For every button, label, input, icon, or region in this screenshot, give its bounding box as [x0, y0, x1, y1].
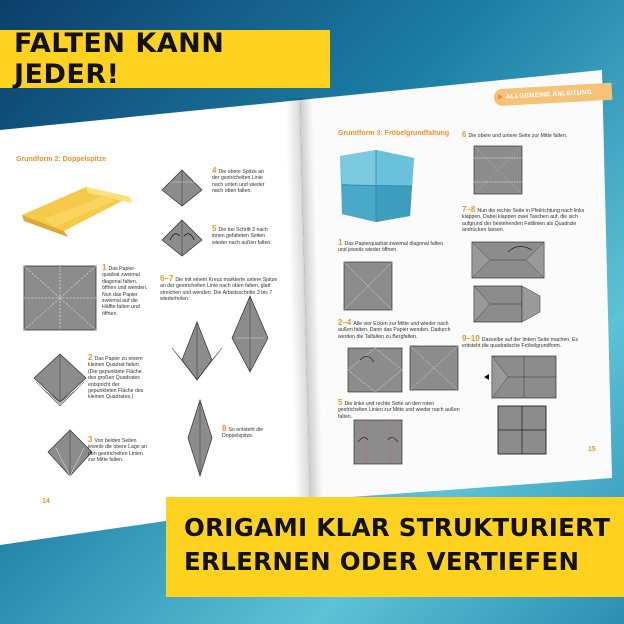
step-6-diagram [170, 320, 224, 382]
step-5-text: 5 Die bei Schritt 3 nach innen gefalteten Seiten wieder nach außen falten. [212, 224, 272, 246]
step-3-text: 3 Von beiden Seiten jeweils die obere Lage an den gestrichelten Linien zur Mitte falten. [88, 435, 147, 464]
step-1-text: 1 Das Papier-quadrat zweimal diagonal falten, öffnen und wenden. Nun das Papier zweimal auf die Hälfte falten und öffnen. [102, 263, 148, 317]
step-7-diagram [228, 294, 272, 374]
froebel-step-2-4-text: 2–4 Alle vier Ecken zur Mitte und wieder nach außen falten. Dann das Papier wenden. Dadurch werden die Talfalten zu Bergfalten. [338, 318, 451, 340]
froebel-step-6-diagram [474, 146, 522, 194]
bottom-banner [166, 497, 624, 597]
froebel-step-8-diagram [474, 286, 544, 322]
froebel-step-7-diagram [472, 242, 544, 278]
left-page-number: 14 [42, 498, 50, 505]
step-8-text: 8 So entsteht die Doppelspitze. [222, 424, 264, 440]
top-banner [0, 30, 330, 88]
step-5-diagram [160, 218, 204, 258]
left-page-heading: Grundform 2: Doppelspitze [16, 156, 107, 163]
froebel-step-4-diagram [410, 346, 458, 390]
froebel-step-1-diagram [344, 262, 392, 310]
step-4-text: 4 Die obere Spitze an der gestrichelten Linie nach unten und wieder nach oben falten. [212, 166, 265, 195]
froebel-step-2-diagram [348, 348, 402, 392]
step-1-diagram [24, 266, 96, 330]
tab-marker-icon [498, 94, 503, 100]
bottom-banner-line-2: ERLERNEN ODER VERTIEFEN [184, 547, 580, 576]
yellow-paper-illustration [14, 175, 134, 250]
froebel-step-1-text: 1 Das Papierquadrat zweimal diagonal falten und jeweils wieder öffnen. [338, 238, 444, 254]
froebel-step-5-text: 5 Die linke und rechte Seite an den roten gestrichelten Linien zur Mitte und wieder nach außen falten. [338, 398, 460, 420]
section-tab: ALLGEMEINE ANLEITUNG [494, 83, 613, 107]
froebel-step-6-text: 6 Die obere und untere Seite zur Mitte falten. [462, 130, 568, 139]
froebel-step-10-diagram [498, 406, 546, 454]
step-8-diagram [186, 398, 214, 478]
step-2-text: 2 Das Papier zu einem kleinen Quadrat falten. (Die gepunktete Fläche des großen Quadrates entspricht der gepunkteten Fläche des kleinen Quadrates.) [88, 353, 144, 401]
blue-paper-illustration [336, 146, 418, 226]
right-page-heading: Grundform 3: Fröbelgrundfaltung [338, 130, 450, 137]
step-3-diagram [46, 428, 94, 478]
bottom-banner-line-1: ORIGAMI KLAR STRUKTURIERT [184, 513, 611, 542]
froebel-step-5-diagram [354, 420, 402, 464]
froebel-step-9-10-text: 9–10 Dasselbe auf der linken Seite machen. Es entsteht die quadratische Fröbelgrundform. [462, 334, 579, 350]
step-6-7-text: 6–7 Die mit einem Kreuz markierte untere Spitze an der gestrichelten Linie nach oben falten, glatt streichen und wenden. Die Arbeitsschritte 3 bis 7 wiederholen. [160, 274, 278, 303]
right-page-number: 15 [588, 446, 596, 453]
froebel-step-7-8-text: 7–8 Nun die rechte Seite in Pfeilrichtung nach links klappen. Dabei klappen zwei Taschen auf, die sich aufgrund der bestehenden Faltlinien als Quadrate andrücken lassen. [462, 205, 585, 234]
step-2-diagram [30, 352, 90, 410]
top-banner-text: FALTEN KANN JEDER! [14, 28, 225, 90]
step-4-diagram [160, 168, 204, 208]
froebel-step-9-diagram [484, 356, 562, 398]
